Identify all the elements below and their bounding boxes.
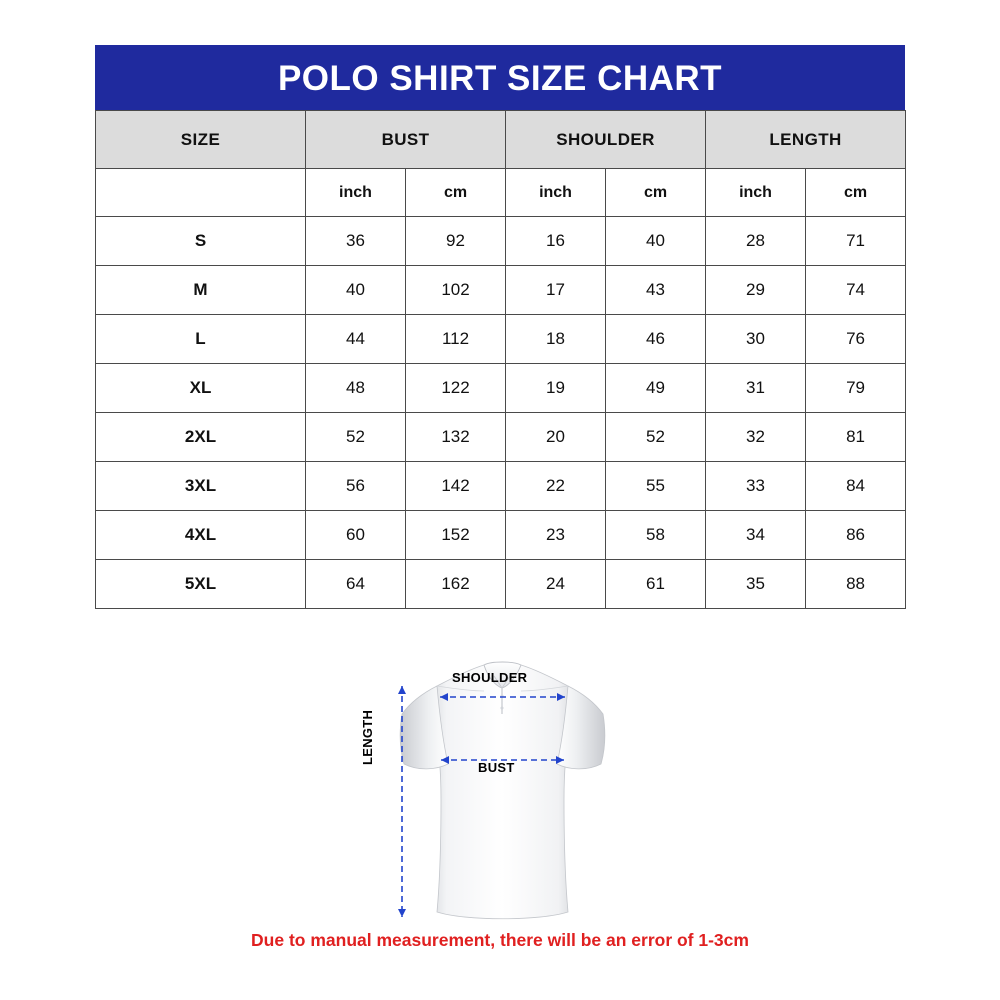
- cell-bust-inch: 48: [306, 364, 406, 413]
- shirt-button: [501, 707, 504, 710]
- measurement-diagram: [0, 630, 1000, 930]
- cell-shoulder-inch: 17: [506, 266, 606, 315]
- cell-bust-cm: 152: [406, 511, 506, 560]
- cell-bust-cm: 162: [406, 560, 506, 609]
- table-row: [96, 315, 906, 364]
- cell-shoulder-inch: 23: [506, 511, 606, 560]
- table-row: [96, 413, 906, 462]
- cell-shoulder-cm: 49: [606, 364, 706, 413]
- length-arrow-top: [398, 686, 406, 694]
- unit-cell-length-cm: cm: [806, 169, 906, 217]
- cell-length-cm: 81: [806, 413, 906, 462]
- cell-shoulder-cm: 55: [606, 462, 706, 511]
- cell-bust-inch: 36: [306, 217, 406, 266]
- cell-shoulder-cm: 61: [606, 560, 706, 609]
- cell-length-cm: 88: [806, 560, 906, 609]
- cell-length-inch: 33: [706, 462, 806, 511]
- cell-size: L: [96, 315, 306, 364]
- cell-length-cm: 74: [806, 266, 906, 315]
- cell-shoulder-cm: 58: [606, 511, 706, 560]
- column-header-shoulder: SHOULDER: [506, 111, 706, 169]
- label-length: LENGTH: [360, 709, 375, 765]
- column-header-length: LENGTH: [706, 111, 906, 169]
- cell-size: S: [96, 217, 306, 266]
- cell-bust-cm: 142: [406, 462, 506, 511]
- table-header-row: [96, 111, 906, 169]
- cell-shoulder-cm: 40: [606, 217, 706, 266]
- table-row: [96, 266, 906, 315]
- cell-shoulder-inch: 19: [506, 364, 606, 413]
- table-row: [96, 364, 906, 413]
- cell-shoulder-inch: 20: [506, 413, 606, 462]
- page-title: POLO SHIRT SIZE CHART: [95, 45, 905, 110]
- table-row: [96, 560, 906, 609]
- cell-length-inch: 35: [706, 560, 806, 609]
- cell-bust-inch: 44: [306, 315, 406, 364]
- table-units-row: [96, 169, 906, 217]
- cell-bust-inch: 40: [306, 266, 406, 315]
- cell-shoulder-cm: 46: [606, 315, 706, 364]
- cell-length-inch: 28: [706, 217, 806, 266]
- cell-shoulder-cm: 52: [606, 413, 706, 462]
- cell-bust-cm: 92: [406, 217, 506, 266]
- cell-size: 4XL: [96, 511, 306, 560]
- cell-size: 3XL: [96, 462, 306, 511]
- column-header-bust: BUST: [306, 111, 506, 169]
- cell-bust-cm: 132: [406, 413, 506, 462]
- cell-length-cm: 71: [806, 217, 906, 266]
- cell-shoulder-inch: 24: [506, 560, 606, 609]
- label-shoulder: SHOULDER: [452, 670, 528, 685]
- cell-bust-inch: 64: [306, 560, 406, 609]
- cell-size: M: [96, 266, 306, 315]
- label-bust: BUST: [478, 760, 515, 775]
- cell-length-cm: 86: [806, 511, 906, 560]
- cell-shoulder-inch: 16: [506, 217, 606, 266]
- unit-cell-shoulder-inch: inch: [506, 169, 606, 217]
- cell-size: 5XL: [96, 560, 306, 609]
- cell-length-inch: 34: [706, 511, 806, 560]
- cell-size: 2XL: [96, 413, 306, 462]
- column-header-size: SIZE: [96, 111, 306, 169]
- size-chart: [95, 45, 905, 609]
- size-chart-table: [95, 110, 906, 609]
- measurement-note: Due to manual measurement, there will be an error of 1-3cm: [251, 930, 749, 950]
- cell-bust-inch: 52: [306, 413, 406, 462]
- cell-shoulder-cm: 43: [606, 266, 706, 315]
- unit-cell-shoulder-cm: cm: [606, 169, 706, 217]
- cell-bust-cm: 122: [406, 364, 506, 413]
- unit-cell-bust-inch: inch: [306, 169, 406, 217]
- cell-shoulder-inch: 22: [506, 462, 606, 511]
- cell-bust-inch: 60: [306, 511, 406, 560]
- cell-length-inch: 32: [706, 413, 806, 462]
- cell-bust-inch: 56: [306, 462, 406, 511]
- table-row: [96, 217, 906, 266]
- unit-cell-blank: [96, 169, 306, 217]
- table-row: [96, 511, 906, 560]
- cell-length-inch: 31: [706, 364, 806, 413]
- table-row: [96, 462, 906, 511]
- length-arrow-bottom: [398, 909, 406, 917]
- unit-cell-bust-cm: cm: [406, 169, 506, 217]
- cell-length-cm: 76: [806, 315, 906, 364]
- cell-size: XL: [96, 364, 306, 413]
- cell-bust-cm: 112: [406, 315, 506, 364]
- cell-bust-cm: 102: [406, 266, 506, 315]
- cell-length-inch: 30: [706, 315, 806, 364]
- cell-length-cm: 84: [806, 462, 906, 511]
- cell-length-inch: 29: [706, 266, 806, 315]
- unit-cell-length-inch: inch: [706, 169, 806, 217]
- cell-shoulder-inch: 18: [506, 315, 606, 364]
- cell-length-cm: 79: [806, 364, 906, 413]
